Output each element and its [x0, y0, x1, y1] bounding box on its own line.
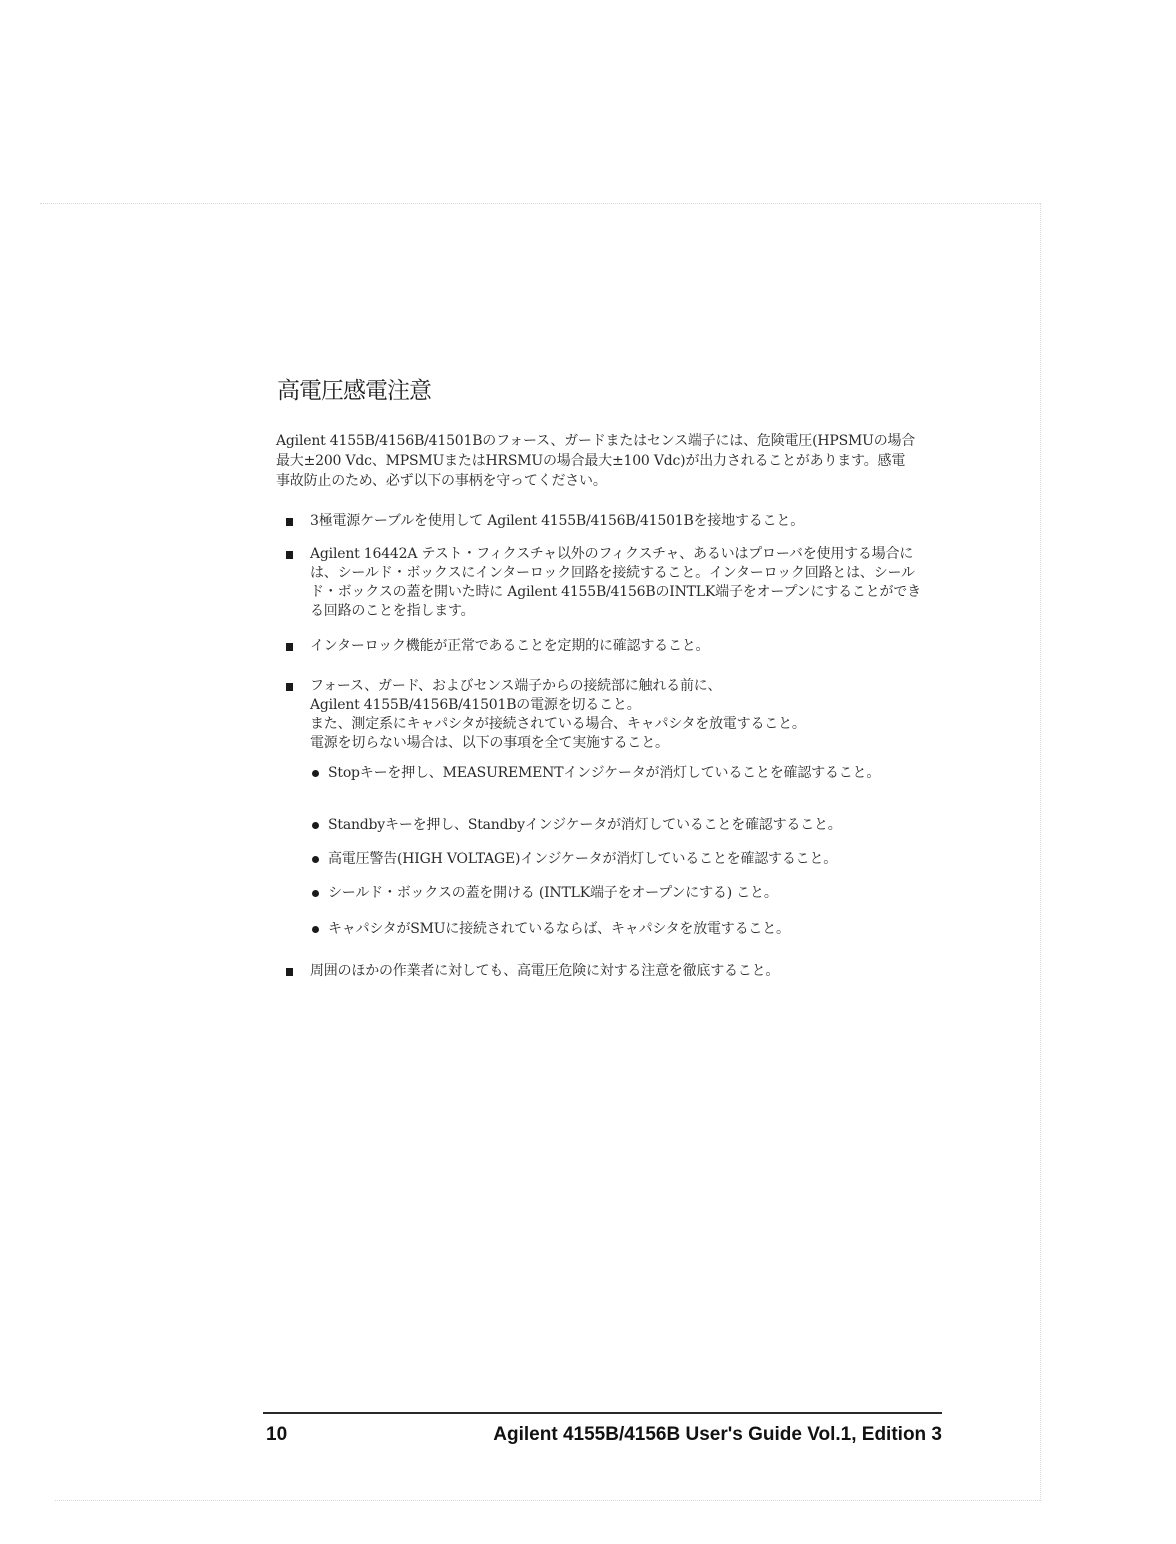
- footer-rule: [263, 1412, 942, 1414]
- round-bullet-icon: [312, 770, 319, 777]
- sub-bullet-text: シールド・ボックスの蓋を開ける (INTLK端子をオープンにする) こと。: [328, 885, 778, 901]
- sub-bullet-text: キャパシタがSMUに接続されているならば、キャパシタを放電すること。: [328, 921, 790, 937]
- square-bullet-icon: [286, 683, 293, 691]
- page-number: 10: [266, 1424, 288, 1445]
- page-title: 高電圧感電注意: [277, 378, 431, 404]
- square-bullet-icon: [286, 643, 293, 651]
- running-title: Agilent 4155B/4156B User's Guide Vol.1, Edition 3: [493, 1424, 942, 1445]
- scan-edge-bottom: [55, 1500, 1040, 1501]
- intro-paragraph: Agilent 4155B/4156B/41501Bのフォース、ガードまたはセンス端子には、危険電圧(HPSMUの場合最大±200 Vdc、MPSMUまたはHRSMUの場合最大±100 Vdc)が出力されることがあります。感電事故防止のため、必ず以下の事柄を守ってください。: [276, 433, 916, 489]
- scan-edge-right: [1040, 203, 1041, 1501]
- square-bullet-icon: [286, 968, 293, 976]
- bullet-text: フォース、ガード、およびセンス端子からの接続部に触れる前に、 Agilent 4155B/4156B/41501Bの電源を切ること。 また、測定系にキャパシタが接続されている場合、キャパシタを放電すること。 電源を切らない場合は、以下の事項を全て実施すること。: [310, 678, 806, 751]
- bullet-text: 3極電源ケーブルを使用して Agilent 4155B/4156B/41501Bを接地すること。: [310, 513, 804, 529]
- bullet-text: インターロック機能が正常であることを定期的に確認すること。: [310, 638, 710, 654]
- bullet-text: Agilent 16442A テスト・フィクスチャ以外のフィクスチャ、あるいはプローバを使用する場合には、シールド・ボックスにインターロック回路を接続すること。インターロック回路とは、シールド・ボックスの蓋を開いた時に Agilent 4155B/4156BのINTLK端子をオープンにすることができる回路のことを指します。: [310, 546, 921, 619]
- round-bullet-icon: [312, 926, 319, 933]
- round-bullet-icon: [312, 822, 319, 829]
- scan-edge-top: [40, 203, 1040, 204]
- square-bullet-icon: [286, 551, 293, 559]
- bullet-text: 周囲のほかの作業者に対しても、高電圧危険に対する注意を徹底すること。: [310, 963, 780, 979]
- round-bullet-icon: [312, 890, 319, 897]
- sub-bullet-text: 高電圧警告(HIGH VOLTAGE)インジケータが消灯していることを確認すること。: [328, 851, 838, 867]
- round-bullet-icon: [312, 856, 319, 863]
- sub-bullet-text: Standbyキーを押し、Standbyインジケータが消灯していることを確認すること。: [328, 817, 842, 833]
- sub-bullet-text: Stopキーを押し、MEASUREMENTインジケータが消灯していることを確認すること。: [328, 765, 881, 781]
- square-bullet-icon: [286, 518, 293, 526]
